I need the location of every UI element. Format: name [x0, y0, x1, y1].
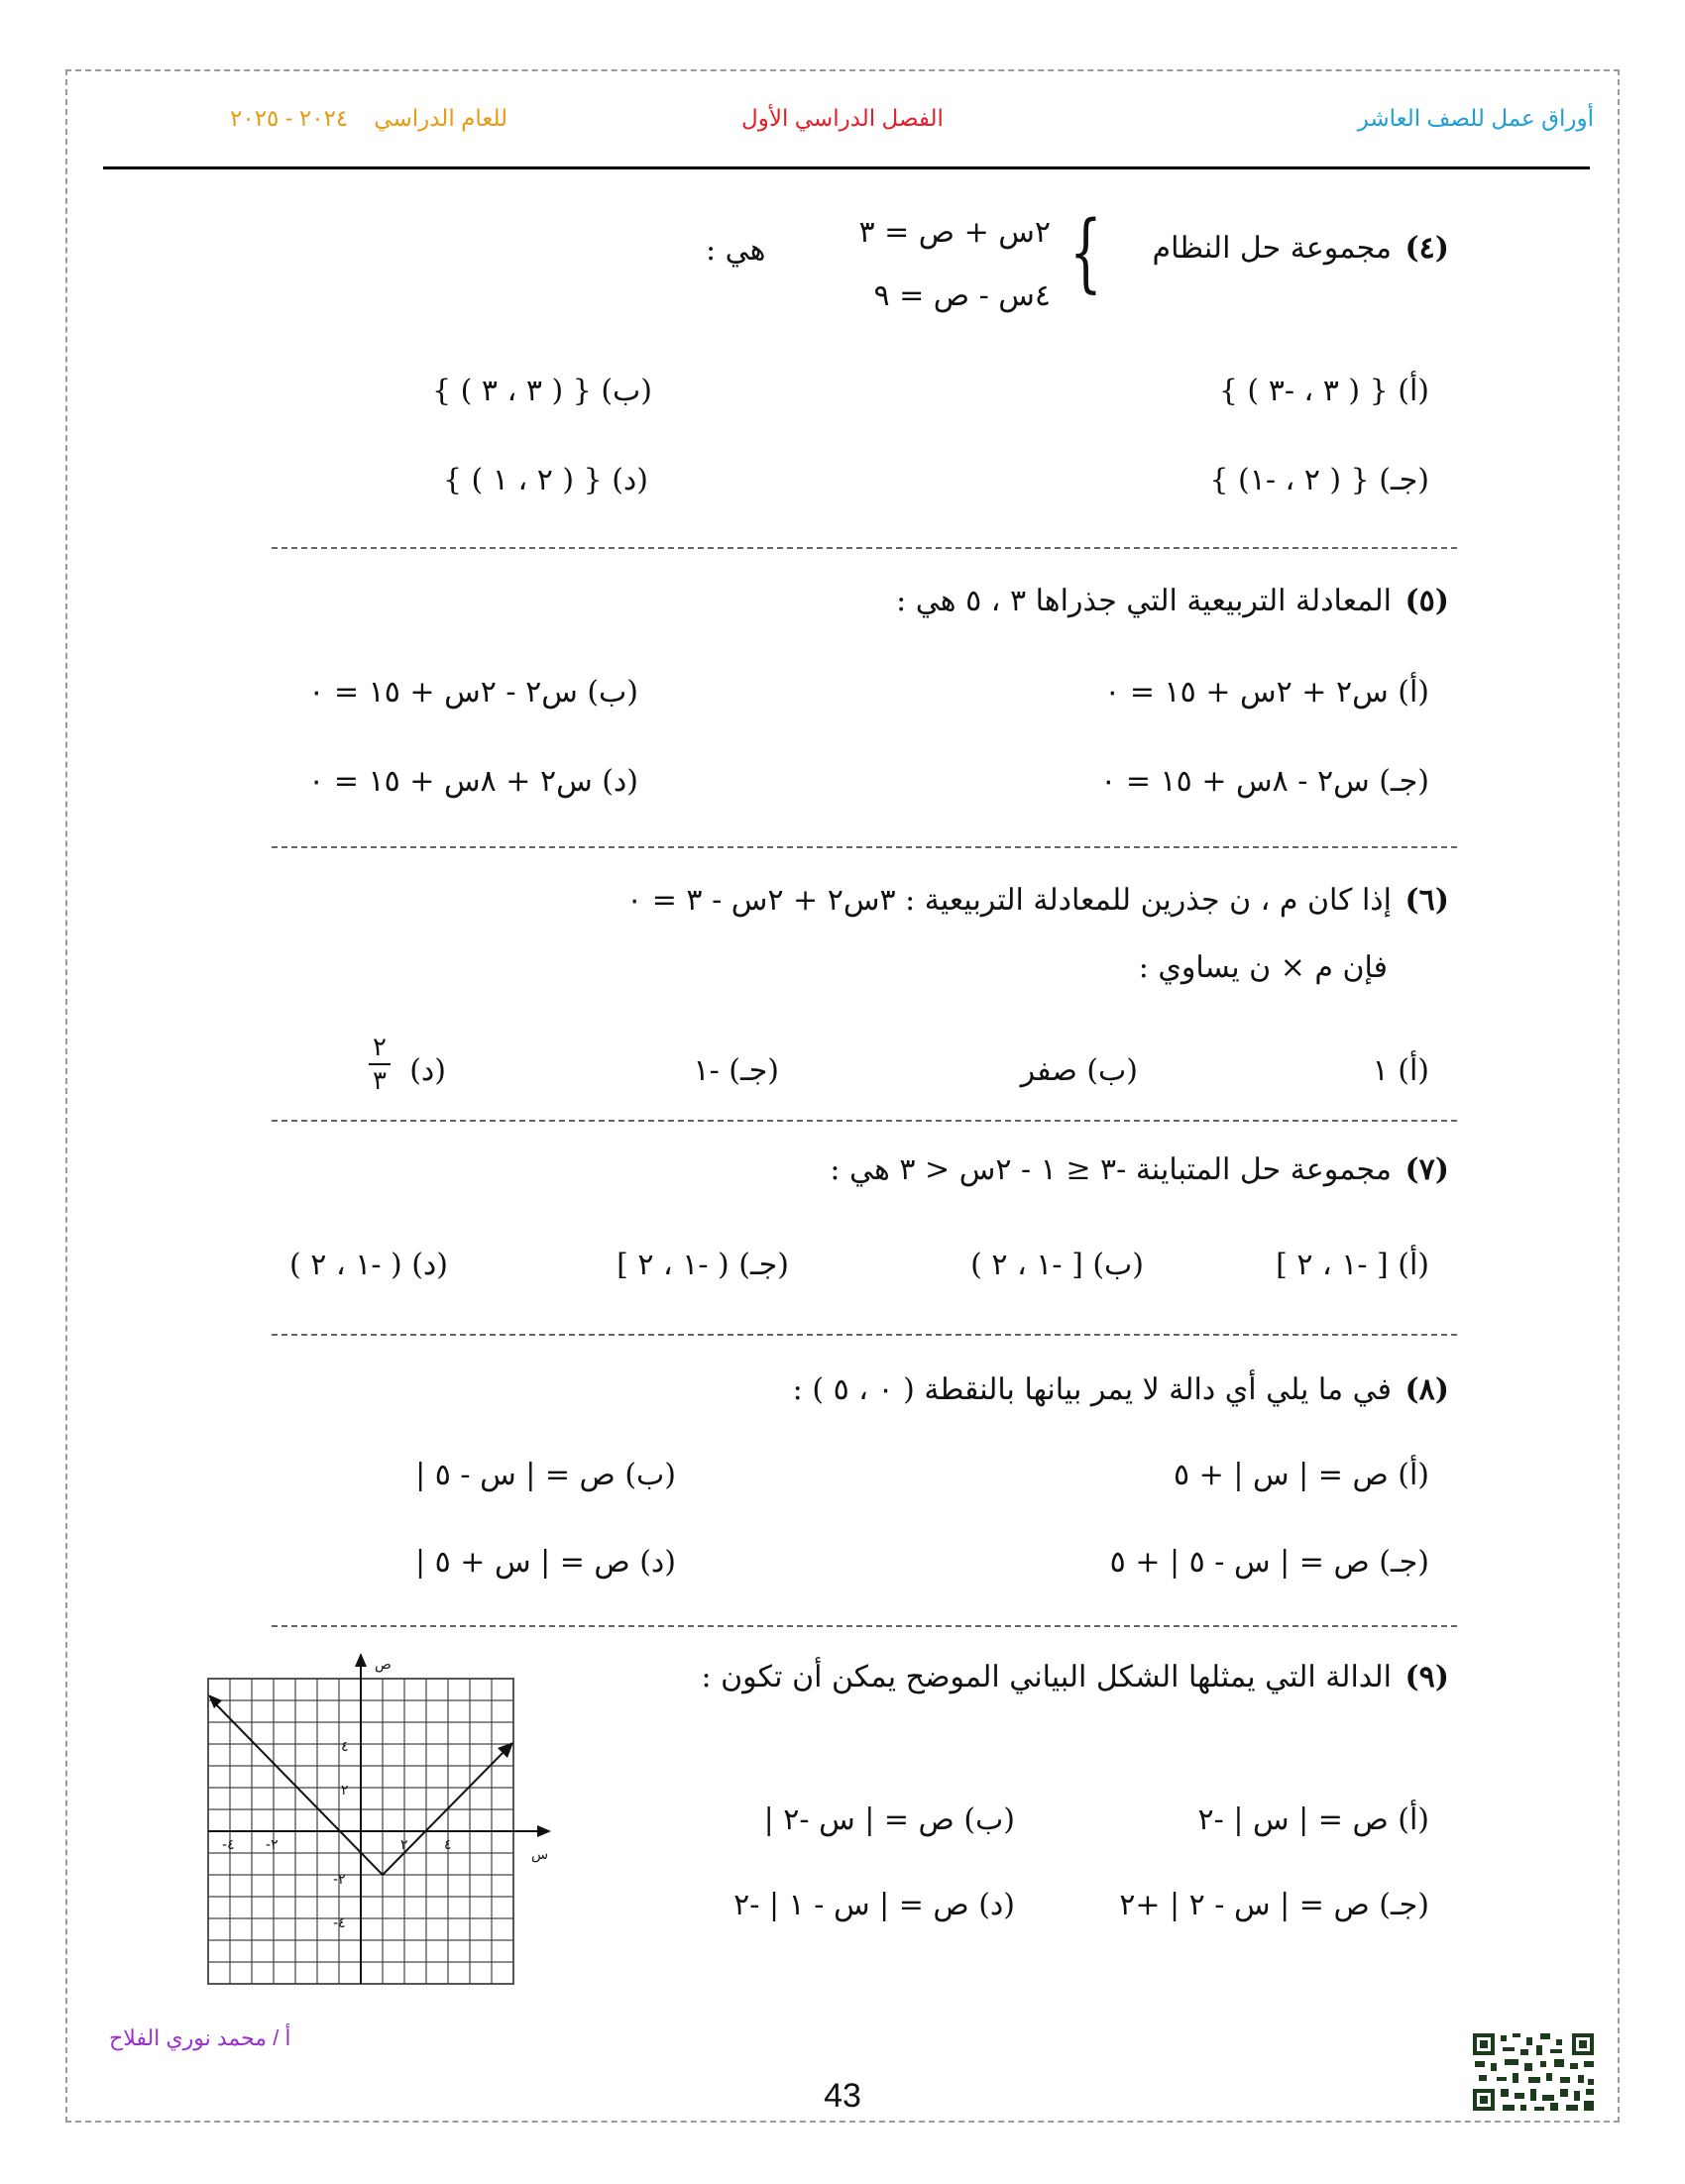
x-tick-label: ٢ [400, 1837, 408, 1853]
q4-tail: هي : [706, 233, 766, 268]
header-year-value: ٢٠٢٤ - ٢٠٢٥ [230, 105, 349, 131]
x-tick-label: -٤ [222, 1837, 235, 1853]
q9-option-c: (جـ) ص = | س - ٢ | +٢ [1119, 1888, 1429, 1922]
q5-option-b: (ب) س٢ - ٢س + ١٥ = ٠ [308, 675, 638, 710]
q6-option-a: (أ) ١ [1372, 1053, 1429, 1088]
x-axis-label: س [531, 1847, 549, 1863]
q8-option-c: (جـ) ص = | س - ٥ | + ٥ [1109, 1545, 1429, 1580]
q7-option-d: (د) ( -١ ، ٢ ) [289, 1248, 448, 1282]
page-number: 43 [824, 2077, 861, 2115]
separator [272, 1334, 1457, 1336]
q4-text: مجموعة حل النظام [1152, 231, 1392, 266]
q7-option-a: (أ) [ -١ ، ٢ ] [1276, 1248, 1429, 1282]
x-tick-label: -٢ [266, 1837, 279, 1853]
header-year-label: للعام الدراسي [374, 105, 508, 131]
q8-number: (٨) [1404, 1372, 1449, 1407]
q6-number: (٦) [1404, 883, 1449, 918]
function-graph [204, 1649, 557, 2006]
q6-text-2: فإن م × ن يساوي : [1138, 950, 1388, 985]
q8-option-a: (أ) ص = | س | + ٥ [1174, 1458, 1429, 1492]
y-tick-label: ٢ [341, 1783, 349, 1799]
q5-text: المعادلة التربيعية التي جذراها ٣ ، ٥ هي : [896, 584, 1392, 618]
q6-option-b: (ب) صفر [1020, 1053, 1138, 1088]
q4-option-c: (جـ) { ( ٢ ، -١) } [1209, 463, 1429, 497]
q9-option-b: (ب) ص = | س -٢ | [763, 1802, 1015, 1837]
q6-option-d-fraction [369, 1035, 391, 1094]
q5-number: (٥) [1404, 584, 1449, 618]
fraction-bar [369, 1063, 391, 1065]
q8-text: في ما يلي أي دالة لا يمر بيانها بالنقطة ( ٠ ، ٥ ) : [792, 1372, 1392, 1407]
header-semester: الفصل الدراسي الأول [741, 105, 944, 131]
graph-axes [208, 1653, 551, 1984]
q5-option-a: (أ) س٢ + ٢س + ١٥ = ٠ [1104, 675, 1429, 710]
q4-option-b: (ب) { ( ٣ ، ٣ ) } [432, 374, 652, 408]
q4-equation-1: ٢س + ص = ٣ [858, 215, 1051, 250]
q6-option-d-label: (د) [409, 1053, 446, 1088]
q5-option-c: (جـ) س٢ - ٨س + ١٥ = ٠ [1100, 764, 1429, 799]
separator [272, 547, 1457, 549]
y-tick-label: -٤ [333, 1915, 346, 1931]
q4-option-a: (أ) { ( ٣ ، -٣ ) } [1218, 374, 1429, 408]
q4-equation-2: ٤س - ص = ٩ [873, 278, 1051, 313]
author-credit: أ / محمد نوري الفلاح [109, 2025, 291, 2050]
header-course-title: أوراق عمل للصف العاشر [1357, 105, 1594, 131]
q9-number: (٩) [1404, 1660, 1449, 1694]
q7-option-b: (ب) [ -١ ، ٢ ) [970, 1248, 1144, 1282]
q8-option-d: (د) ص = | س + ٥ | [414, 1545, 676, 1580]
q9-option-d: (د) ص = | س - ١ | -٢ [733, 1888, 1015, 1922]
q4-option-d: (د) { ( ٢ ، ١ ) } [442, 463, 648, 497]
y-tick-label: -٢ [333, 1872, 346, 1888]
y-tick-label: ٤ [341, 1739, 349, 1755]
x-tick-label: ٤ [444, 1837, 452, 1853]
header-year [230, 105, 507, 132]
q4-brace: { [1068, 203, 1102, 302]
q7-number: (٧) [1404, 1152, 1449, 1187]
q7-text: مجموعة حل المتباينة -٣ ≤ ١ - ٢س < ٣ هي : [830, 1152, 1392, 1187]
q7-option-c: (جـ) ( -١ ، ٢ ] [617, 1248, 789, 1282]
q9-option-a: (أ) ص = | س | -٢ [1197, 1802, 1429, 1837]
q6-text: إذا كان م ، ن جذرين للمعادلة التربيعية : ٣س٢ + ٢س - ٣ = ٠ [626, 883, 1392, 918]
q8-option-b: (ب) ص = | س - ٥ | [415, 1458, 676, 1492]
q9-text: الدالة التي يمثلها الشكل البياني الموضح يمكن أن تكون : [701, 1660, 1392, 1694]
separator [272, 1120, 1457, 1122]
fraction-numerator: ٢ [373, 1033, 387, 1062]
header-divider [103, 166, 1590, 169]
q6-option-c: (جـ) -١ [693, 1053, 779, 1088]
q4-number: (٤) [1404, 231, 1449, 266]
separator [272, 846, 1457, 848]
y-axis-label: ص [375, 1657, 392, 1673]
q5-option-d: (د) س٢ + ٨س + ١٥ = ٠ [308, 764, 638, 799]
qr-code-icon [1471, 2031, 1596, 2113]
fraction-denominator: ٣ [373, 1066, 387, 1096]
separator [272, 1625, 1457, 1627]
